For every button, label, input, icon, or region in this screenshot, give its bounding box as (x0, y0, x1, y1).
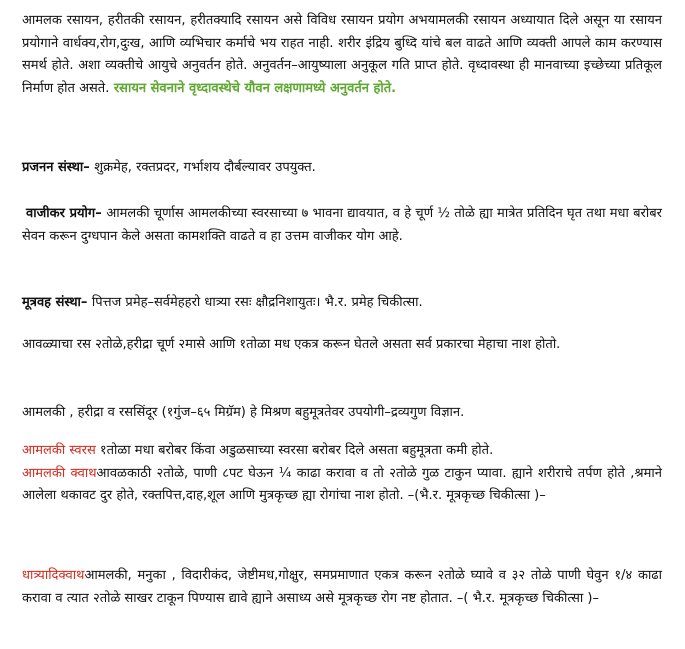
intro-highlight-text: रसायन सेवनाने वृध्दावस्थेचे यौवन लक्षणामध्ये अनुवर्तन होते. (109, 80, 397, 96)
dhatryadi-label: धात्र्यादिक्वाथ (22, 568, 85, 583)
kwath-text: आवळकाठी २तोळे, पाणी ८पट घेऊन ¼ काढा करावा व तो २तोळे गुळ टाकुन प्यावा. ह्याने शरीराचे तर्पण होते ,श्रमाने आलेला थकावट दुर होते, रक्तपित्त,दाह,शूल आणि मुत्रकृच्छ ह्या रोगांचा नाश होतो. –(भै.र. मूत्रकृच्छ चिकीत्सा )– (22, 465, 662, 503)
prajanan-text: शुक्रमेह, रक्तप्रदर, गर्भाशय दौर्बल्यावर उपयुक्त. (94, 160, 316, 175)
swaras-kwath-paragraph (22, 440, 662, 508)
dhatryadi-text: आमलकी, मनुका , विदारीकंद, जेष्टीमध,गोक्षुर, समप्रमाणात एकत्र करून २तोळे घ्यावे व ३२ तोळे पाणी घेवुन १/४ काढा करावा व त्यात २तोळे साखर टाकून पिण्यास द्यावे ह्याने असाध्य असे मूत्रकृच्छ रोग नष्ट होतात. –( भै.र. मूत्रकृच्छ चिकीत्सा )– (22, 568, 662, 606)
vajikar-heading: वाजीकर प्रयोग– (26, 206, 107, 221)
mutravaha-text: पित्तज प्रमेह–सर्वमेहहरो धात्र्या रसः क्षौद्रनिशायुतः। भै.र. प्रमेह चिकीत्सा. (91, 295, 423, 310)
swaras-label: आमलकी स्वरस (22, 443, 100, 458)
avalya-ras-paragraph: आवळ्याचा रस २तोळे,हरीद्रा चूर्ण २मासे आणि १तोळा मध एकत्र करून घेतले असता सर्व प्रकारचा मेहाचा नाश होतो. (22, 337, 561, 352)
swaras-text: १तोळा मधा बरोबर किंवा अडुळसाच्या स्वरसा बरोबर दिले असता बहुमूत्रता कमी होते. (99, 443, 494, 458)
vajikar-text: आमलकी चूर्णास आमलकीच्या स्वरसाच्या ७ भावना द्यावयात, व हे चूर्ण ½ तोळे ह्या मात्रेत प्रतिदिन घृत तथा मधा बरोबर सेवन करून दुग्धपान केले असता कामशक्ति वाढते व हा उत्तम वाजीकर योग आहे. (22, 206, 662, 244)
intro-text: आमलक रसायन, हरीतकी रसायन, हरीतक्यादि रसायन असे विविध रसायन प्रयोग अभयामलकी रसायन अध्यायात दिले असून या रसायन प्रयोगाने वार्धक्य,रोग,दुःख, आणि व्यभिचार कर्माचे भय राहत नाही. शरीर इंद्रिय बुध्दि यांचे बल वाढते आणि व्यक्ती आपले काम करण्यास समर्थ होते. अशा व्यक्तीचे आयुचे अनुवर्तन होते. अनुवर्तन–आयुष्याला अनुकूल गति प्राप्त होते. वृध्दावस्था ही मानवाच्या इच्छेच्या प्रतिकूल निर्माण होत असते. (22, 13, 662, 96)
mutravaha-heading: मूत्रवह संस्था– (22, 295, 92, 310)
vajikar-paragraph (22, 203, 662, 248)
rassindur-paragraph: आमलकी , हरीद्रा व रससिंदूर (१गुंज–६५ मिग्रॅम) हे मिश्रण बहुमूत्रतेवर उपयोगी–द्रव्यगुण विज्ञान. (22, 405, 465, 420)
prajanan-paragraph (22, 157, 662, 180)
mutravaha-paragraph (22, 292, 662, 315)
rasayan-intro-paragraph (22, 10, 662, 100)
dhatryadi-paragraph (22, 565, 662, 610)
kwath-label: आमलकी क्वाथ (22, 465, 97, 481)
prajanan-heading: प्रजनन संस्था– (22, 160, 95, 175)
